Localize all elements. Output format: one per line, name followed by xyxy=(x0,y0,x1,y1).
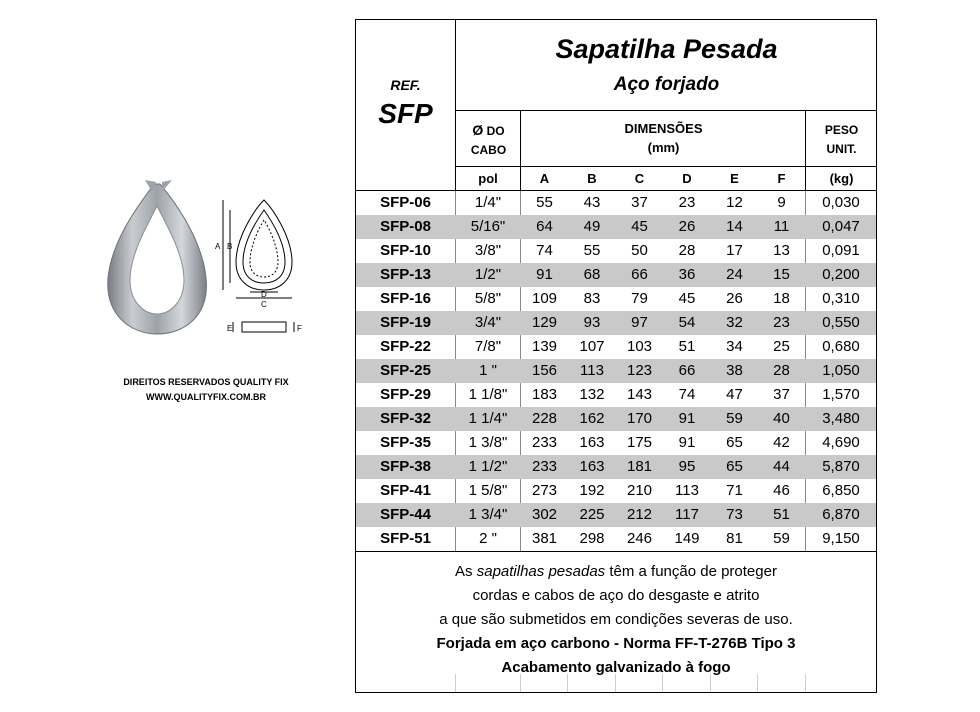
cell-diameter: 1/2" xyxy=(474,266,502,283)
cell-diameter: 1 3/4" xyxy=(468,506,508,523)
cell-dim-e: 32 xyxy=(726,314,743,331)
dim-label-f: F xyxy=(297,324,302,333)
cell-dim-a: 381 xyxy=(531,530,558,547)
cell-dim-f: 25 xyxy=(773,338,790,355)
dim-label-a: A xyxy=(215,242,221,251)
cell-dim-b: 113 xyxy=(580,362,604,379)
cell-dim-a: 228 xyxy=(531,410,558,427)
cell-diameter: 1 5/8" xyxy=(468,482,508,499)
cell-dim-b: 107 xyxy=(579,338,605,355)
column-header-f: F xyxy=(777,171,786,186)
cell-weight: 6,850 xyxy=(822,482,860,499)
cell-dim-a: 139 xyxy=(531,338,558,355)
cell-weight: 0,030 xyxy=(822,194,860,211)
cell-dim-a: 233 xyxy=(531,434,558,451)
cell-dim-e: 65 xyxy=(726,458,743,475)
cell-weight: 6,870 xyxy=(822,506,860,523)
table-row xyxy=(356,407,876,431)
thimble-illustration xyxy=(100,176,312,336)
ref-code: SFP xyxy=(378,98,433,129)
column-tick xyxy=(757,674,758,692)
cell-dim-c: 181 xyxy=(626,458,653,475)
cell-ref: SFP-44 xyxy=(380,506,431,523)
cell-dim-b: 192 xyxy=(579,482,605,499)
cell-dim-a: 183 xyxy=(531,386,558,403)
cell-dim-e: 47 xyxy=(726,386,743,403)
cell-dim-b: 298 xyxy=(579,530,605,547)
column-header-c: C xyxy=(634,171,645,186)
website-line: WWW.QUALITYFIX.COM.BR xyxy=(146,392,266,402)
cell-dim-f: 23 xyxy=(773,314,790,331)
cell-dim-c: 79 xyxy=(631,290,648,307)
cell-dim-d: 45 xyxy=(678,290,696,307)
cell-dim-f: 15 xyxy=(773,266,790,283)
cell-weight: 9,150 xyxy=(822,530,860,547)
cell-dim-d: 54 xyxy=(678,314,696,331)
table-row xyxy=(356,263,876,287)
cell-diameter: 5/16" xyxy=(470,218,506,235)
table-row xyxy=(356,335,876,359)
cable-label-line2: CABO xyxy=(470,143,507,157)
cell-dim-e: 34 xyxy=(726,338,743,355)
cell-dim-c: 175 xyxy=(626,434,653,451)
cell-weight: 1,050 xyxy=(822,362,860,379)
diameter-symbol: Ø xyxy=(472,122,484,138)
cell-diameter: 1 1/4" xyxy=(468,410,508,427)
cell-diameter: 5/8" xyxy=(474,290,502,307)
cell-diameter: 1 1/8" xyxy=(468,386,508,403)
cell-dim-c: 143 xyxy=(626,386,653,403)
dim-label-d: D xyxy=(261,290,267,299)
cell-weight: 3,480 xyxy=(822,410,860,427)
cell-dim-b: 43 xyxy=(583,194,601,211)
cell-ref: SFP-35 xyxy=(380,434,431,451)
cell-ref: SFP-16 xyxy=(380,290,431,307)
cell-ref: SFP-08 xyxy=(380,218,431,235)
cell-dim-a: 55 xyxy=(536,194,553,211)
table-row xyxy=(356,455,876,479)
peso-label-line2: UNIT. xyxy=(826,142,857,156)
cell-weight: 0,310 xyxy=(822,290,860,307)
column-tick xyxy=(662,674,663,692)
cell-dim-d: 117 xyxy=(675,506,699,523)
cell-dim-c: 246 xyxy=(626,530,653,547)
table-row xyxy=(356,191,876,215)
cable-diameter-header xyxy=(456,121,521,160)
column-tick xyxy=(520,674,521,692)
cell-dim-b: 163 xyxy=(579,434,605,451)
thimble-drawing xyxy=(223,200,294,332)
table-row xyxy=(356,383,876,407)
table-row xyxy=(356,479,876,503)
cell-dim-e: 12 xyxy=(726,194,743,211)
column-header-e: E xyxy=(730,171,739,186)
cell-dim-d: 36 xyxy=(678,266,696,283)
cell-dim-b: 225 xyxy=(579,506,605,523)
cell-ref: SFP-51 xyxy=(380,530,431,547)
cell-weight: 0,550 xyxy=(822,314,860,331)
cell-dim-e: 81 xyxy=(726,530,743,547)
cell-dim-c: 123 xyxy=(626,362,653,379)
cell-dim-e: 71 xyxy=(726,482,743,499)
dim-label-c: C xyxy=(261,300,267,309)
cell-weight: 4,690 xyxy=(822,434,860,451)
cell-dim-c: 50 xyxy=(631,242,648,259)
cell-dim-c: 37 xyxy=(631,194,648,211)
cell-ref: SFP-06 xyxy=(380,194,431,211)
cell-diameter: 1 1/2" xyxy=(468,458,508,475)
cell-ref: SFP-41 xyxy=(380,482,431,499)
dimensions-header xyxy=(521,119,806,157)
cell-dim-c: 66 xyxy=(631,266,648,283)
cell-weight: 0,047 xyxy=(822,218,860,235)
table-row xyxy=(356,311,876,335)
cell-dim-f: 18 xyxy=(773,290,790,307)
cell-dim-d: 91 xyxy=(678,434,696,451)
cell-diameter: 3/4" xyxy=(474,314,502,331)
column-header-b: B xyxy=(587,171,597,186)
cell-dim-f: 13 xyxy=(773,242,790,259)
cell-ref: SFP-22 xyxy=(380,338,431,355)
cell-diameter: 1/4" xyxy=(474,194,502,211)
cell-ref: SFP-19 xyxy=(380,314,431,331)
cell-weight: 0,680 xyxy=(822,338,860,355)
cell-dim-d: 149 xyxy=(674,530,700,547)
peso-label-line1: PESO xyxy=(824,123,859,137)
column-tick xyxy=(710,674,711,692)
cell-dim-e: 24 xyxy=(726,266,743,283)
column-tick xyxy=(567,674,568,692)
cell-dim-d: 91 xyxy=(678,410,696,427)
cell-dim-a: 91 xyxy=(536,266,553,283)
cell-dim-c: 210 xyxy=(626,482,653,499)
cell-dim-a: 302 xyxy=(531,506,558,523)
column-header-pol: pol xyxy=(478,171,498,186)
cell-dim-a: 129 xyxy=(531,314,558,331)
grid-line xyxy=(455,110,876,111)
dim-label-b: B xyxy=(227,242,233,251)
cell-weight: 5,870 xyxy=(822,458,860,475)
cell-dim-c: 97 xyxy=(631,314,648,331)
cell-ref: SFP-32 xyxy=(380,410,431,427)
cell-ref: SFP-10 xyxy=(380,242,431,259)
cell-dim-d: 95 xyxy=(678,458,696,475)
cell-dim-e: 65 xyxy=(726,434,743,451)
cell-diameter: 1 " xyxy=(479,362,497,379)
column-tick xyxy=(615,674,616,692)
copyright-line: DIREITOS RESERVADOS QUALITY FIX xyxy=(123,377,289,387)
cell-dim-f: 37 xyxy=(773,386,790,403)
description-line-3: a que são submetidos em condições severas de uso. xyxy=(439,611,793,628)
table-row xyxy=(356,359,876,383)
cell-ref: SFP-13 xyxy=(380,266,431,283)
cell-dim-a: 273 xyxy=(531,482,558,499)
spec-sheet xyxy=(355,19,877,693)
cell-dim-c: 103 xyxy=(626,338,653,355)
cell-dim-a: 109 xyxy=(531,290,558,307)
column-header-kg: (kg) xyxy=(829,171,854,186)
column-tick xyxy=(455,674,456,692)
cell-dim-f: 44 xyxy=(773,458,790,475)
cell-diameter: 3/8" xyxy=(474,242,502,259)
finish-note: Acabamento galvanizado à fogo xyxy=(501,659,731,676)
description-line-2: cordas e cabos de aço do desgaste e atrito xyxy=(472,587,760,604)
cell-dim-f: 46 xyxy=(773,482,790,499)
cell-diameter: 7/8" xyxy=(474,338,502,355)
cell-dim-a: 156 xyxy=(531,362,558,379)
cell-dim-e: 59 xyxy=(726,410,743,427)
cell-dim-b: 55 xyxy=(583,242,601,259)
page-title: Sapatilha Pesada xyxy=(555,34,778,64)
thimble-photo xyxy=(108,180,207,334)
table-row xyxy=(356,527,876,551)
dims-label-line1: DIMENSÕES xyxy=(624,121,703,136)
cell-dim-e: 14 xyxy=(726,218,743,235)
ref-label: REF. xyxy=(390,77,421,93)
cell-dim-d: 113 xyxy=(675,482,699,499)
cell-dim-f: 51 xyxy=(773,506,790,523)
cell-dim-d: 66 xyxy=(678,362,696,379)
cell-diameter: 2 " xyxy=(479,530,497,547)
cell-dim-b: 132 xyxy=(579,386,605,403)
column-header-a: A xyxy=(539,171,550,186)
cell-ref: SFP-29 xyxy=(380,386,431,403)
cell-dim-d: 23 xyxy=(678,194,696,211)
cell-dim-f: 11 xyxy=(773,218,790,235)
cell-dim-e: 26 xyxy=(726,290,743,307)
page-subtitle: Aço forjado xyxy=(613,74,720,95)
cell-dim-b: 68 xyxy=(583,266,601,283)
cell-ref: SFP-38 xyxy=(380,458,431,475)
table-row xyxy=(356,431,876,455)
cell-diameter: 1 3/8" xyxy=(468,434,508,451)
cell-weight: 0,091 xyxy=(822,242,860,259)
description-line-1 xyxy=(356,560,876,584)
cell-dim-f: 9 xyxy=(777,194,786,211)
cell-dim-b: 162 xyxy=(579,410,605,427)
cell-dim-d: 28 xyxy=(678,242,696,259)
cell-dim-e: 38 xyxy=(726,362,743,379)
table-row xyxy=(356,287,876,311)
cell-dim-a: 233 xyxy=(531,458,558,475)
cell-dim-d: 51 xyxy=(678,338,696,355)
cell-dim-f: 28 xyxy=(773,362,790,379)
cell-weight: 1,570 xyxy=(822,386,860,403)
cell-dim-f: 59 xyxy=(773,530,790,547)
cell-dim-b: 83 xyxy=(583,290,601,307)
dims-label-line2: (mm) xyxy=(647,140,680,155)
cell-dim-e: 17 xyxy=(726,242,743,259)
cell-dim-c: 45 xyxy=(631,218,648,235)
grid-line xyxy=(356,551,876,552)
cell-dim-a: 74 xyxy=(536,242,553,259)
cable-label-line1: DO xyxy=(486,124,505,138)
cell-dim-a: 64 xyxy=(536,218,553,235)
cell-dim-b: 163 xyxy=(579,458,605,475)
column-tick xyxy=(805,674,806,692)
cell-dim-f: 42 xyxy=(773,434,790,451)
cell-dim-c: 170 xyxy=(626,410,653,427)
cell-ref: SFP-25 xyxy=(380,362,431,379)
product-description xyxy=(356,560,876,680)
cell-dim-b: 49 xyxy=(583,218,601,235)
table-row xyxy=(356,239,876,263)
table-row xyxy=(356,215,876,239)
weight-header xyxy=(806,121,877,159)
product-figure xyxy=(100,176,312,336)
column-header-d: D xyxy=(682,171,692,186)
description-line-1-post: têm a função de proteger xyxy=(609,563,777,580)
cell-weight: 0,200 xyxy=(822,266,860,283)
cell-dim-f: 40 xyxy=(773,410,790,427)
copyright xyxy=(100,375,312,405)
cell-dim-c: 212 xyxy=(626,506,653,523)
description-line-1-pre: As xyxy=(455,563,473,580)
description-line-1-em: sapatilhas pesadas xyxy=(476,563,606,580)
cell-dim-b: 93 xyxy=(583,314,601,331)
table-row xyxy=(356,503,876,527)
cell-dim-d: 74 xyxy=(678,386,696,403)
cell-dim-d: 26 xyxy=(678,218,696,235)
dim-label-e: E xyxy=(227,324,233,333)
cell-dim-e: 73 xyxy=(726,506,743,523)
material-standard: Forjada em aço carbono - Norma FF-T-276B Tipo 3 xyxy=(436,635,796,652)
